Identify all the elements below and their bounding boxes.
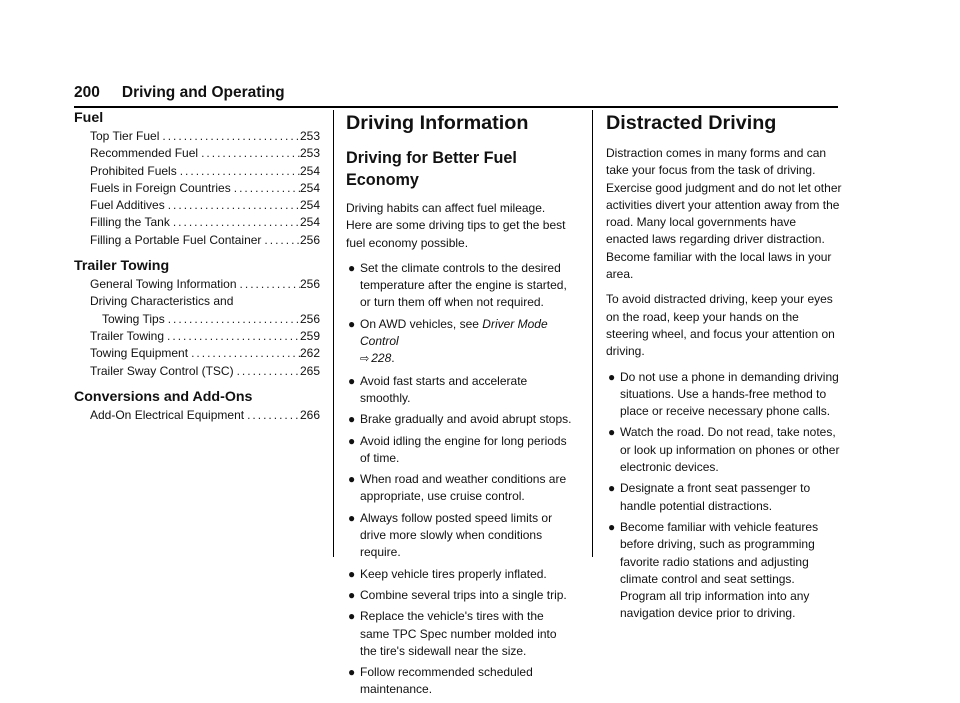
section-title: Driving Information — [346, 112, 529, 134]
bullet-icon: ● — [608, 369, 616, 384]
toc-entry[interactable]: Fuels in Foreign Countries ..... 254 — [74, 180, 320, 197]
toc-entry-continued[interactable]: Towing Tips ..... 256 — [74, 311, 320, 328]
page-reference-icon: ⇨ — [360, 353, 370, 366]
bullet-icon: ● — [608, 519, 616, 534]
toc-entry[interactable]: Fuel Additives ..... 254 — [74, 197, 320, 214]
list-item: ● Keep vehicle tires properly inflated. — [346, 566, 574, 583]
toc-entry[interactable]: Towing Equipment ..... 262 — [74, 345, 320, 362]
toc-entry[interactable]: Add-On Electrical Equipment ..... 266 — [74, 407, 320, 424]
list-item: ● On AWD vehicles, see Driver Mode Control ⇨ 228. — [348, 316, 548, 366]
list-item: ● Watch the road. Do not read, take notes, or look up information on phones or other electronic devices. — [608, 425, 840, 475]
toc-entry[interactable]: Trailer Sway Control (TSC) ..... 265 — [74, 363, 320, 380]
toc-entry[interactable]: Prohibited Fuels ..... 254 — [74, 163, 320, 180]
toc-section-fuel: Fuel — [74, 110, 104, 126]
list-item: ● When road and weather conditions are appropriate, use cruise control. — [348, 472, 567, 504]
toc-list-fuel — [74, 128, 320, 249]
toc-entry[interactable]: General Towing Information ..... 256 — [74, 276, 320, 293]
fuel-tips-list — [346, 260, 574, 699]
list-item: ● Set the climate controls to the desired temperature after the engine is started, or turn them off when not required. — [348, 260, 567, 310]
cross-reference-link[interactable]: Driver Mode Control — [360, 316, 548, 349]
toc-list-trailer-towing — [74, 276, 320, 380]
bullet-icon: ● — [348, 316, 356, 331]
list-item: ● Combine several trips into a single trip. — [346, 587, 574, 604]
driving-info-column — [346, 110, 574, 703]
toc-entry[interactable]: Top Tier Fuel ..... 253 — [74, 128, 320, 145]
intro-paragraph: Driving habits can affect fuel mileage. Here are some driving tips to get the best fuel economy possible. — [346, 201, 566, 250]
subsection-title: Driving for Better Fuel Economy — [346, 149, 517, 189]
bullet-icon: ● — [348, 587, 356, 602]
list-item: ● Avoid idling the engine for long periods of time. — [348, 433, 567, 465]
column-divider — [592, 110, 593, 557]
toc-list-conversions — [74, 407, 320, 424]
bullet-icon: ● — [608, 481, 616, 496]
bullet-icon: ● — [348, 472, 356, 487]
toc-entry[interactable]: Recommended Fuel ..... 253 — [74, 145, 320, 162]
bullet-icon: ● — [348, 665, 356, 680]
distracted-driving-column — [606, 110, 842, 627]
list-item: ● Do not use a phone in demanding driving situations. Use a hands-free method to place or receive necessary phone calls. — [608, 369, 839, 419]
list-item: ● Designate a front seat passenger to handle potential distractions. — [608, 481, 811, 513]
distraction-tips-list — [606, 369, 842, 623]
list-item: ● Become familiar with vehicle features before driving, such as programming favorite radio stations and adjusting climate control and seat settings. Program all trip information into any navigation device prior to driving. — [608, 519, 819, 621]
bullet-icon: ● — [348, 609, 356, 624]
bullet-icon: ● — [608, 425, 616, 440]
list-item: ● Follow recommended scheduled maintenance. — [348, 665, 533, 697]
list-item: ● Brake gradually and avoid abrupt stops. — [346, 411, 574, 428]
toc-section-trailer-towing: Trailer Towing — [74, 258, 170, 275]
section-title: Distracted Driving — [606, 112, 777, 134]
bullet-icon: ● — [348, 510, 356, 525]
list-item: ● Avoid fast starts and accelerate smoothly. — [348, 373, 528, 405]
toc-section-conversions: Conversions and Add-Ons — [74, 388, 253, 405]
bullet-icon: ● — [348, 412, 356, 427]
column-divider — [333, 110, 334, 557]
list-item: ● Replace the vehicle's tires with the same TPC Spec number molded into the tire's sidewall near the size. — [348, 609, 557, 658]
toc-entry[interactable]: Driving Characteristics and — [90, 294, 234, 309]
page-reference[interactable]: 228 — [371, 351, 392, 366]
toc-entry[interactable]: Filling a Portable Fuel Container ..... 256 — [74, 232, 320, 249]
bullet-icon: ● — [348, 260, 356, 275]
toc-entry[interactable]: Trailer Towing ..... 259 — [74, 328, 320, 345]
toc-column — [74, 110, 320, 424]
paragraph: To avoid distracted driving, keep your eyes on the road, keep your hands on the steering wheel, and focus your attention on driving. — [606, 292, 835, 359]
bullet-icon: ● — [348, 566, 356, 581]
paragraph: Distraction comes in many forms and can take your focus from the task of driving. Exercise good judgment and do not let other activities divert your attention away from the road. Many local governments have enacted laws regarding driver distraction. Become familiar with the local laws in your area. — [606, 146, 842, 282]
page-number: 200 — [74, 84, 100, 101]
page-header — [74, 84, 838, 108]
chapter-title: Driving and Operating — [121, 84, 285, 101]
bullet-icon: ● — [348, 373, 356, 388]
toc-entry[interactable]: Filling the Tank ..... 254 — [74, 214, 320, 231]
bullet-icon: ● — [348, 433, 356, 448]
list-item: ● Always follow posted speed limits or drive more slowly when conditions require. — [348, 510, 553, 560]
